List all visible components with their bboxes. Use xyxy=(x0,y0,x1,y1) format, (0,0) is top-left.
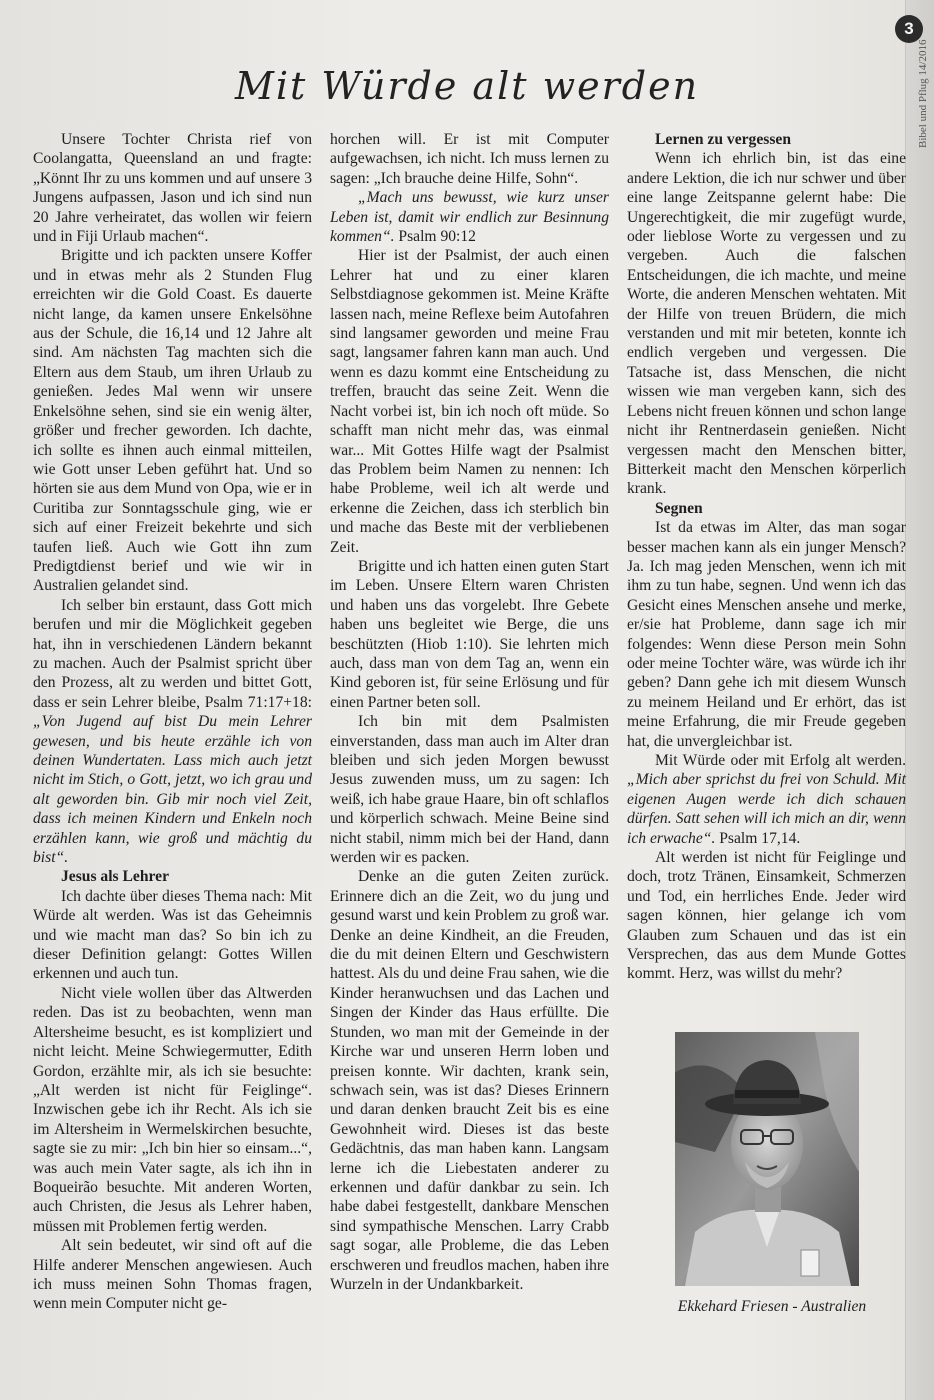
paragraph-text: Mit Würde oder mit Erfolg alt werden. xyxy=(655,752,906,769)
paragraph xyxy=(33,596,312,868)
article-title: Mit Würde alt werden xyxy=(234,64,700,108)
paragraph: Alt werden ist nicht für Feiglinge und doch, trotz Tränen, Einsamkeit, Schmerzen und Tod, ein herrliches Ende. Jeder wird sagen können, hier gelange ich vom Glauben zum Schauen und das ist ein Versprechen, das aus dem Munde Gottes kommt. Herz, was willst du mehr? xyxy=(627,849,906,983)
paragraph: Brigitte und ich packten unsere Koffer und in etwas mehr als 2 Stunden Flug erreichten wir die Gold Coast. Es dauerte nicht lange, da kamen unsere Enkelsöhne aus der Schule, die 16,14 und 12 Jahre alt sind. Am nächsten Tag machten sich die Eltern aus dem Staub, um ihren Urlaub zu genießen. Jedes Mal wenn wir unsere Enkelsöhne sehen, sind sie ein wenig älter, größer und frecher geworden. Ich dachte, ich sollte es ihnen auch einmal mitteilen, wie Gott unser Leben geführt hat. Und so hörten sie aus dem Mund von Opa, wie er in Curitiba zur Sonntagsschule ging, wie er sich auf einer Freizeit bekehrte und sich taufen ließ. Auch wie Gott ihn zum Predigtdienst berief und wie wir in Australien gelandet sind. xyxy=(33,247,312,595)
page-number-badge: 3 xyxy=(895,15,923,43)
section-heading: Segnen xyxy=(655,499,703,517)
article-column-3 xyxy=(627,130,906,984)
paragraph: Ich bin mit dem Psalmisten einverstanden, dass man auch im Alter dran bleiben und sich jeden Morgen bewusst Jesus zuwenden muss, um zu sagen: Ich weiß, ich habe graue Haare, bin oft schlaflos und körperlich schwach. Meine Beine sind nicht stabil, nimm mich bei der Hand, dann werden wir es packen. xyxy=(330,713,609,867)
paragraph: Alt sein bedeutet, wir sind oft auf die Hilfe anderer Menschen angewiesen. Auch ich muss meinen Sohn Thomas fragen, wenn mein Computer nicht ge- xyxy=(33,1237,312,1313)
paragraph: Wenn ich ehrlich bin, ist das eine andere Lektion, die ich nur schwer und über eine lange Zeitspanne gelernt habe: Die Ungerechtigkeit, die mir zugefügt wurde, oder lieblose Worte zu vergessen und zu vergeben. Auch die falschen Entscheidungen, die ich machte, und meine Worte, die anderen Menschen wehtaten. Mit der Hilfe von treuen Brüdern, die mich verstanden und mit mir beteten, konnte ich endlich vergeben und vergessen. Die Tatsache ist, dass Menschen, die nicht wissen wie man vergeben kann, sich des Lebens nicht freuen können und schon lange nicht ihr Rentnerdasein genießen. Nicht vergessen macht den Menschen bitter, Bitterkeit macht den Menschen körperlich krank. xyxy=(627,150,906,498)
paragraph: Ich dachte über dieses Thema nach: Mit Würde alt werden. Was ist das Geheimnis und wie macht man das? So bin ich zu dieser Definition gelangt: Gottes Willen erkennen und auch tun. xyxy=(33,887,312,983)
page-edge-strip xyxy=(905,0,934,1400)
paragraph: Unsere Tochter Christa rief von Coolangatta, Queensland an und fragte: „Könnt Ihr zu uns kommen und auf unsere 3 Jungens aufpassen, Jason und ich sind nun 20 Jahre verheiratet, das wollen wir feiern und in Fiji Urlaub machen“. xyxy=(33,131,312,246)
paragraph xyxy=(330,188,609,246)
psalm-reference: Psalm 90:12 xyxy=(394,228,476,246)
psalm-quote: „Mach uns bewusst, wie kurz unser Leben ist, damit wir endlich zur Besinnung kommen“. xyxy=(330,189,609,246)
section-heading: Lernen zu vergessen xyxy=(655,131,791,148)
psalm-reference: Psalm 17,14. xyxy=(715,829,801,847)
paragraph-text: Ich selber bin erstaunt, dass Gott mich berufen und mir die Möglichkeit gegeben hat, ihn in verschiedenen Ländern bekannt zu machen. Auch der Psalmist spricht über den Prozess, alt zu werden und bittet Gott, dass er sein Lehrer bleibe, Psalm 71:17+18: xyxy=(33,596,312,711)
paragraph: horchen will. Er ist mit Computer aufgewachsen, ich nicht. Ich muss lernen zu sagen: „Ich brauche deine Hilfe, Sohn“. xyxy=(330,131,609,187)
photo-caption: Ekkehard Friesen - Australien xyxy=(677,1298,867,1315)
paragraph: Hier ist der Psalmist, der auch einen Lehrer hat und zu einer klaren Selbstdiagnose gekommen ist. Meine Kräfte lassen nach, meine Reflexe beim Autofahren sind langsamer geworden und meine Frau sagt, langsamer fahren kann man auch. Und wenn es dazu kommt eine Entscheidung zu treffen, braucht das seine Zeit. Wenn die Nacht vorbei ist, bin ich noch oft müde. So schafft man nicht mehr das, was einmal war... Mit Gottes Hilfe wagt der Psalmist das Problem beim Namen zu nennen: Ich habe Probleme, weil ich alt werde und erkenne die Zeichen, dass ich sterblich bin und mache das Beste mit der verbliebenen Zeit. xyxy=(330,247,609,556)
author-portrait-image xyxy=(675,1032,859,1286)
section-heading: Jesus als Lehrer xyxy=(61,868,169,886)
article-column-2 xyxy=(330,130,609,1294)
paragraph: Ist da etwas im Alter, das man sogar besser machen kann als ein junger Mensch? Ja. Ich mag jeden Menschen, wenn ich mit ihm zu tun habe, segnen. Und wenn ich das Gesicht eines Menschen ansehe und merke, er/sie hat Probleme, dann sage ich mir folgendes: Wenn diese Person mein Sohn oder meine Tochter wäre, was würde ich ihr geben? Dann gehe ich mit diesem Wunsch zu meinem Heiland und Er erhört, das ist meine Erfahrung, die mir Freude gegeben hat, die unvergleichbar ist. xyxy=(627,519,906,750)
side-publication-text: Bibel und Pflug 14/2016 xyxy=(917,39,929,148)
paragraph: Brigitte und ich hatten einen guten Start im Leben. Unsere Eltern waren Christen und haben uns das vorgelebt. Ihre Gebete haben uns begleitet wie Berge, die uns beschützten (Hiob 1:10). Sie lehrten mich auch, dass man von dem Tag an, wenn ein Kind geboren ist, für seine Erlösung und für einen Partner beten soll. xyxy=(330,557,609,711)
article-column-1 xyxy=(33,130,312,1314)
psalm-quote: „Mich aber sprichst du frei von Schuld. Mit eigenen Augen werde ich dich schauen dürfen. Satt sehen will ich mich an dir, wenn ich erwache“. xyxy=(627,771,906,847)
paragraph: Denke an die guten Zeiten zurück. Erinnere dich an die Zeit, wo du jung und gesund warst und kein Problem zu groß war. Denke an deine Kindheit, an die Freuden, die du mit deinen Eltern und Geschwistern hattest. Als du und deine Frau sahen, wie die Kinder heranwuchsen und das Lachen und Singen der Kinder das Haus erfüllte. Die Stunden, wo man mit der Gemeinde in der Kirche war und unseren Herrn loben und preisen konnte. Wir dachten, krank sein, schwach sein, was ist das? Dieses Erinnern und daran denken braucht Zeit bis es eine Gewohnheit wird. Dieses ist das beste Gedächtnis, das man haben kann. Langsam lerne ich die Liebestaten anderer zu erkennen und dafür dankbar zu sein. Ich habe dabei festgestellt, dankbare Menschen sind sympathische Menschen. Larry Crabb sagt sogar, alle Probleme, die das Leben erschweren und freudlos machen, haben ihre Wurzeln in der Undankbarkeit. xyxy=(330,868,609,1293)
paragraph: Nicht viele wollen über das Altwerden reden. Das ist zu beobachten, wenn man Altersheime besucht, es ist kompliziert und nicht leicht. Meine Schwiegermutter, Edith Gordon, erzählte mir, als ich sie besuchte: „Alt werden ist nicht für Feiglinge“. Inzwischen gebe ich ihr Recht. Als ich sie im Altersheim in Wermelskirchen besuchte, sagte sie zu mir: „Ich bin hier so einsam...“, was auch mein Vater sagte, als ich ihn in Boqueirão besuchte. Mit anderen Worten, auch Christen, die Jesus als Lehrer haben, müssen mit Problemen fertig werden. xyxy=(33,984,312,1235)
author-photo xyxy=(675,1032,859,1286)
paragraph xyxy=(627,751,906,848)
psalm-quote: „Von Jugend auf bist Du mein Lehrer gewesen, und bis heute erzähle ich von deinen Wundertaten. Lass mich auch jetzt nicht im Stich, o Gott, jetzt, wo ich grau und alt geworden bin. Gib mir noch viel Zeit, dass ich meinen Kindern und Enkeln noch erzählen kann, wie groß und mächtig du bist“. xyxy=(33,713,312,867)
